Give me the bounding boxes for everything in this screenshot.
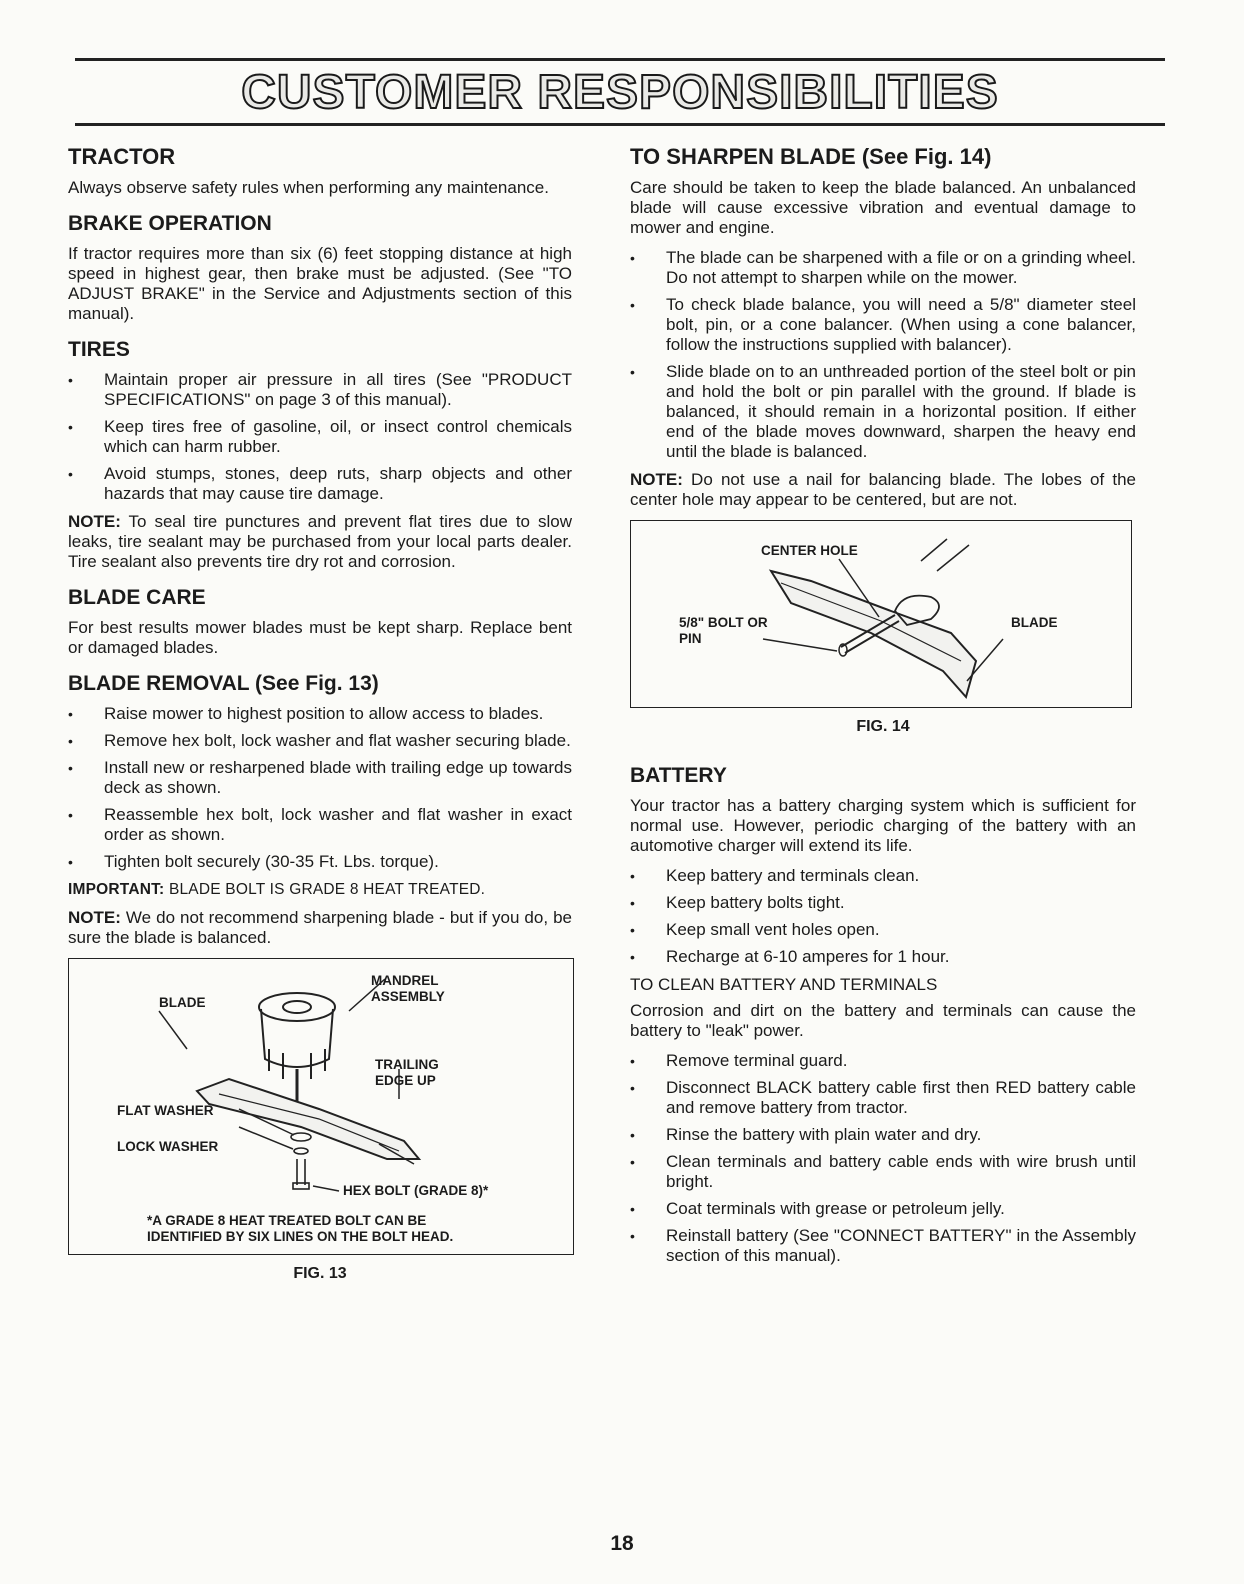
- figure-14: [630, 520, 1132, 708]
- figure-13: [68, 958, 574, 1255]
- fig-14-caption: FIG. 14: [856, 718, 910, 735]
- tires-list: [68, 370, 572, 504]
- list-item: • Keep small vent holes open.: [630, 920, 1136, 940]
- list-item: • Reinstall battery (See "CONNECT BATTERY" in the Assembly section of this manual).: [630, 1226, 1136, 1266]
- page-title: CUSTOMER RESPONSIBILITIES: [241, 66, 999, 119]
- section-battery: [630, 764, 1136, 1266]
- list-item: • Remove terminal guard.: [630, 1051, 1136, 1071]
- label-mandrel-assembly: MANDREL ASSEMBLY: [371, 973, 445, 1004]
- section-blade-care: [68, 586, 572, 658]
- page-number: 18: [610, 1532, 634, 1555]
- list-item: • Tighten bolt securely (30-35 Ft. Lbs. torque).: [68, 852, 572, 872]
- list-item: • Slide blade on to an unthreaded portion of the steel bolt or pin and hold the bolt or pin parallel with the ground. If blade is balanced, it should remain in a horizontal position. If either end of the blade moves downward, sharpen the heavy end until the blade is balanced.: [630, 362, 1136, 462]
- label-bolt-or-pin: 5/8" BOLT OR PIN: [679, 615, 768, 646]
- section-sharpen-blade: [630, 144, 1136, 736]
- right-column: [630, 144, 1136, 1274]
- section-tractor: [68, 144, 572, 198]
- header-rule-top: [75, 58, 1165, 61]
- battery-list: [630, 866, 1136, 967]
- battery-text: Your tractor has a battery charging system which is sufficient for normal use. However, periodic charging of the battery with an automotive charger will extend its life.: [630, 796, 1136, 855]
- fig13-footnote-line2: IDENTIFIED BY SIX LINES ON THE BOLT HEAD.: [147, 1229, 454, 1244]
- list-item: • Recharge at 6-10 amperes for 1 hour.: [630, 947, 1136, 967]
- heading-blade-removal: BLADE REMOVAL (See Fig. 13): [68, 672, 379, 695]
- fig13-footnote-line1: *A GRADE 8 HEAT TREATED BOLT CAN BE: [147, 1213, 427, 1228]
- heading-tires: TIRES: [68, 338, 130, 361]
- sharpen-list: [630, 248, 1136, 462]
- list-item: • Install new or resharpened blade with trailing edge up towards deck as shown.: [68, 758, 572, 798]
- list-item: • Disconnect BLACK battery cable first then RED battery cable and remove battery from tractor.: [630, 1078, 1136, 1118]
- heading-sharpen-blade: TO SHARPEN BLADE (See Fig. 14): [630, 144, 992, 169]
- blade-removal-note: [68, 908, 572, 948]
- list-item: • Clean terminals and battery cable ends with wire brush until bright.: [630, 1152, 1136, 1192]
- important-note: [68, 880, 572, 900]
- label-blade: BLADE: [159, 995, 206, 1010]
- note-text: We do not recommend sharpening blade - but if you do, be sure the blade is balanced.: [68, 908, 572, 947]
- list-item: • Raise mower to highest position to allow access to blades.: [68, 704, 572, 724]
- sharpen-text: Care should be taken to keep the blade balanced. An unbalanced blade will cause excessive vibration and eventual damage to mower and engine.: [630, 178, 1136, 237]
- label-flat-washer: FLAT WASHER: [117, 1103, 214, 1118]
- heading-brake-operation: BRAKE OPERATION: [68, 212, 272, 235]
- note-text: Do not use a nail for balancing blade. The lobes of the center hole may appear to be centered, but are not.: [630, 470, 1136, 509]
- subheading-clean-battery: TO CLEAN BATTERY AND TERMINALS: [630, 975, 938, 994]
- blade-care-text: For best results mower blades must be kept sharp. Replace bent or damaged blades.: [68, 618, 572, 657]
- list-item: • Keep battery bolts tight.: [630, 893, 1136, 913]
- blade-removal-list: [68, 704, 572, 872]
- clean-battery-text: Corrosion and dirt on the battery and terminals can cause the battery to "leak" power.: [630, 1001, 1136, 1040]
- list-item: • Remove hex bolt, lock washer and flat washer securing blade.: [68, 731, 572, 751]
- blade-balance-illustration: [631, 521, 1131, 707]
- note-label: NOTE:: [68, 908, 121, 927]
- note-text: To seal tire punctures and prevent flat tires due to slow leaks, tire sealant may be purchased from your local parts dealer. Tire sealant also prevents tire dry rot and corrosion.: [68, 512, 572, 571]
- tractor-text: Always observe safety rules when performing any maintenance.: [68, 178, 549, 197]
- header-rule-bottom: [75, 123, 1165, 126]
- brake-text: If tractor requires more than six (6) feet stopping distance at high speed in highest gear, then brake must be adjusted. (See "TO ADJUST BRAKE" in the Service and Adjustments section of this manual).: [68, 244, 572, 323]
- clean-battery-list: [630, 1051, 1136, 1266]
- list-item: • Avoid stumps, stones, deep ruts, sharp objects and other hazards that may cause tire damage.: [68, 464, 572, 504]
- section-tires: [68, 338, 572, 572]
- list-item: • The blade can be sharpened with a file or on a grinding wheel. Do not attempt to sharpen while on the mower.: [630, 248, 1136, 288]
- left-column: [68, 144, 572, 1283]
- list-item: • Reassemble hex bolt, lock washer and flat washer in exact order as shown.: [68, 805, 572, 845]
- list-item: • Keep tires free of gasoline, oil, or insect control chemicals which can harm rubber.: [68, 417, 572, 457]
- label-center-hole: CENTER HOLE: [761, 543, 858, 558]
- important-label: IMPORTANT:: [68, 881, 165, 898]
- section-blade-removal: [68, 672, 572, 1283]
- list-item: • Keep battery and terminals clean.: [630, 866, 1136, 886]
- list-item: • Maintain proper air pressure in all tires (See "PRODUCT SPECIFICATIONS" on page 3 of this manual).: [68, 370, 572, 410]
- label-trailing-edge: TRAILING EDGE UP: [375, 1057, 439, 1088]
- fig-13-caption: FIG. 13: [293, 1265, 347, 1282]
- tires-note: [68, 512, 572, 572]
- heading-battery: BATTERY: [630, 764, 727, 787]
- list-item: • Coat terminals with grease or petroleum jelly.: [630, 1199, 1136, 1219]
- heading-tractor: TRACTOR: [68, 144, 176, 169]
- important-text: BLADE BOLT IS GRADE 8 HEAT TREATED.: [164, 881, 486, 898]
- note-label: NOTE:: [68, 512, 121, 531]
- label-hex-bolt: HEX BOLT (GRADE 8)*: [343, 1183, 489, 1198]
- heading-blade-care: BLADE CARE: [68, 586, 206, 609]
- label-blade: BLADE: [1011, 615, 1058, 630]
- section-brake-operation: [68, 212, 572, 324]
- sharpen-note: [630, 470, 1136, 510]
- list-item: • To check blade balance, you will need a 5/8" diameter steel bolt, pin, or a cone balancer. (When using a cone balancer, follow the instructions supplied with balancer).: [630, 295, 1136, 355]
- note-label: NOTE:: [630, 470, 683, 489]
- label-lock-washer: LOCK WASHER: [117, 1139, 219, 1154]
- list-item: • Rinse the battery with plain water and dry.: [630, 1125, 1136, 1145]
